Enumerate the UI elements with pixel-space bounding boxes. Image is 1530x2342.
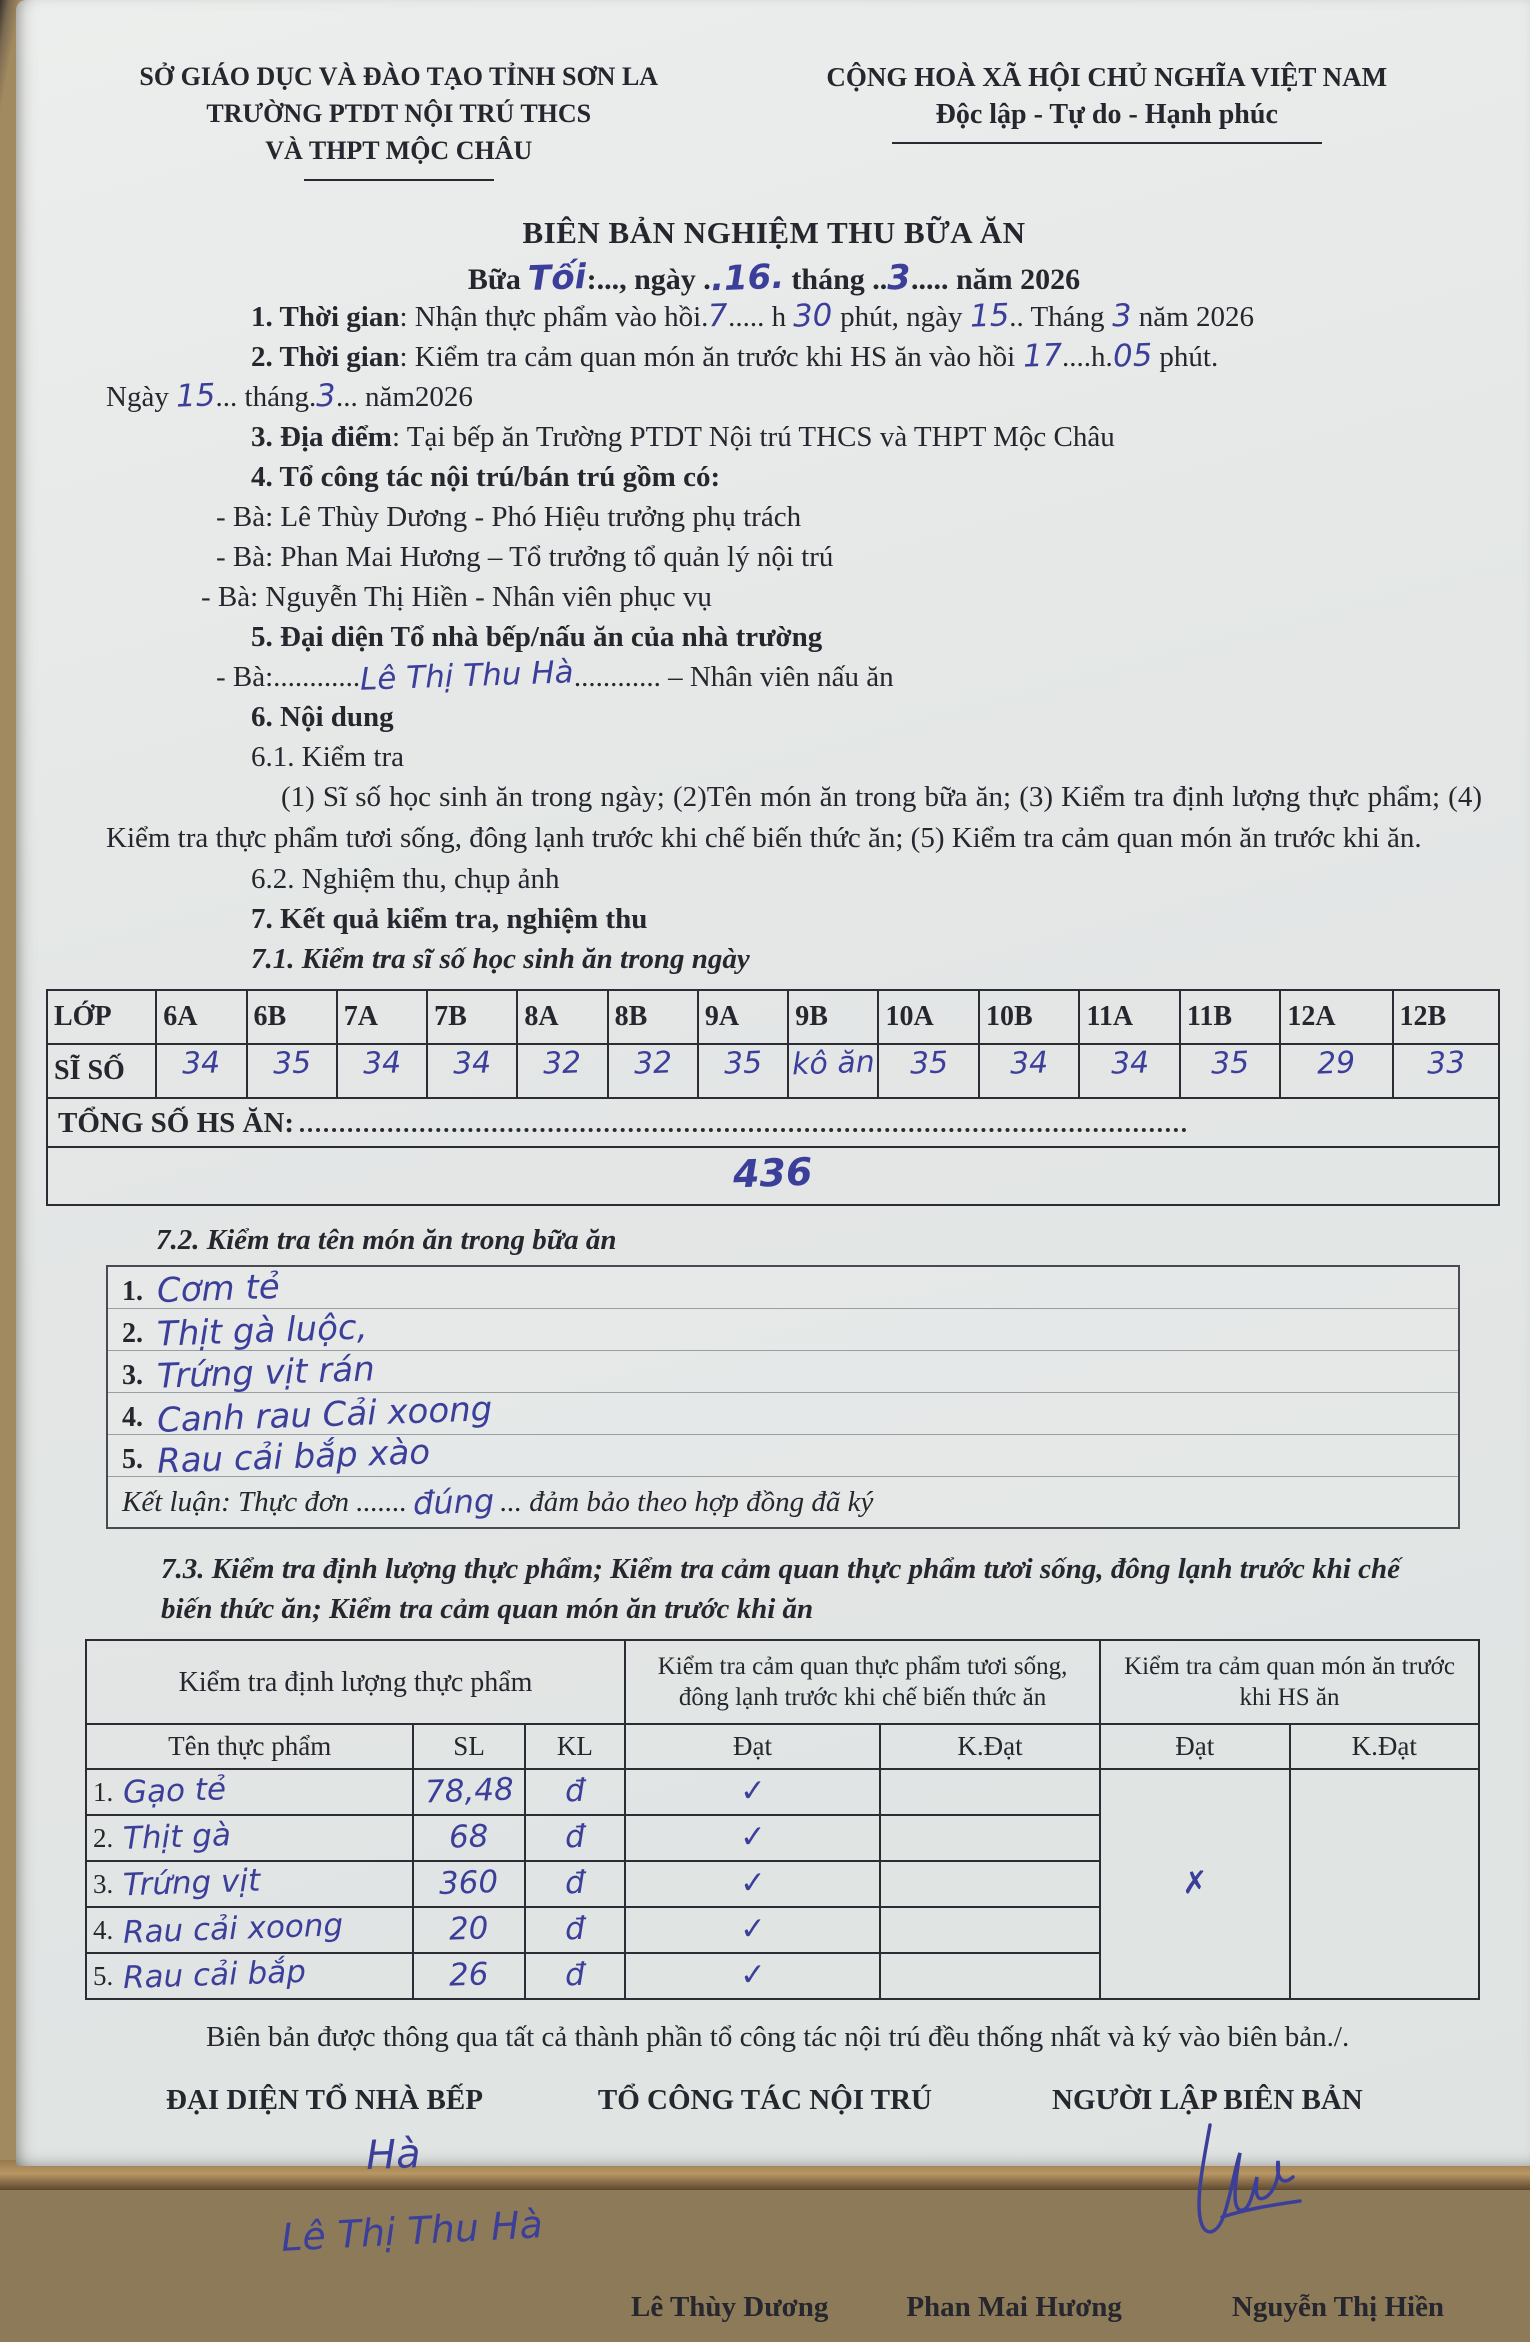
siso-value: 34	[337, 1044, 427, 1098]
item-4-committee: 4. Tổ công tác nội trú/bán trú gồm có:	[251, 461, 721, 493]
meal-date-line: Bữa Tối:..., ngày ..16. tháng ..3..... năm 2026	[467, 256, 1081, 300]
sub-header-row: Tên thực phẩm SL KL Đạt K.Đạt Đạt K.Đạt	[86, 1724, 1479, 1769]
org-line-3: VÀ THPT MỘC CHÂU	[265, 136, 533, 165]
fresh-kdat-cell	[880, 1861, 1100, 1907]
sl-value: 26	[448, 1956, 490, 1994]
sl-value: 20	[448, 1910, 490, 1948]
document-page	[16, 0, 1530, 2323]
siso-value: 34	[156, 1044, 246, 1098]
food-name: Rau cải xoong	[122, 1907, 344, 1951]
food-name: Rau cải bắp	[122, 1953, 307, 1997]
siso-value: kô ăn	[788, 1044, 878, 1098]
sig-heading-kitchen: ĐẠI DIỆN TỔ NHÀ BẾP	[166, 2084, 483, 2116]
dotted-leader	[300, 1128, 1187, 1132]
sl-value: 68	[448, 1818, 490, 1856]
total-row	[47, 1098, 1499, 1205]
siso-value: 32	[517, 1044, 607, 1098]
sig-heading-committee: TỔ CÔNG TÁC NỘI TRÚ	[597, 2084, 933, 2116]
dish-name: Thịt gà luộc,	[156, 1307, 369, 1355]
committee-member-1: - Bà: Lê Thùy Dương - Phó Hiệu trưởng phụ trách	[216, 501, 802, 533]
kitchen-rep-name: - Bà:............Lê Thị Thu Hà............ – Nhân viên nấu ăn	[216, 654, 894, 698]
meal-dat-cell	[1100, 1769, 1289, 1999]
check-items-paragraph: (1) Sĩ số học sinh ăn trong ngày; (2)Tên món ăn trong bữa ăn; (3) Kiểm tra định lượng thực phẩm; (4) Kiểm tra thực phẩm tươi sống, đông lạnh trước khi chế biến thức ăn; (5) Kiểm tra cảm quan món ăn trước khi ăn.	[106, 781, 1482, 854]
food-name: Gạo tẻ	[122, 1771, 227, 1811]
meal-kdat-cell	[1290, 1769, 1480, 1999]
group-fresh-header: Kiểm tra cảm quan thực phẩm tươi sống, đông lạnh trước khi chế biến thức ăn	[625, 1640, 1100, 1724]
siso-value: 35	[247, 1044, 337, 1098]
class-header: 12A	[1280, 990, 1392, 1044]
class-header: 7B	[427, 990, 517, 1044]
signature-headings	[166, 2084, 1482, 2117]
printed-names-row	[631, 2291, 1482, 2324]
menu-item-1: 1. Cơm tẻ	[108, 1267, 1458, 1309]
class-header-row	[47, 990, 1499, 1044]
item-6-content: 6. Nội dung	[251, 701, 394, 733]
class-header: 10A	[878, 990, 978, 1044]
country-line: CỘNG HOÀ XÃ HỘI CHỦ NGHĨA VIỆT NAM	[826, 62, 1388, 92]
fresh-check-mark: ✓	[738, 1818, 767, 1856]
siso-value: 35	[698, 1044, 788, 1098]
kl-value: đ	[564, 1956, 586, 1994]
class-header: 11B	[1180, 990, 1280, 1044]
food-row-2: 2. Thịt gà 68 đ ✓	[86, 1815, 1479, 1861]
group-header-row	[86, 1640, 1479, 1724]
motto-line: Độc lập - Tự do - Hạnh phúc	[935, 99, 1278, 130]
class-header: 6A	[156, 990, 246, 1044]
dish-name: Rau cải bắp xào	[156, 1432, 431, 1482]
org-line-1: SỞ GIÁO DỤC VÀ ĐÀO TẠO TỈNH SƠN LA	[139, 62, 659, 91]
menu-item-2: 2. Thịt gà luộc,	[108, 1309, 1458, 1351]
org-line-2: TRƯỜNG PTDT NỘI TRÚ THCS	[206, 99, 592, 128]
fresh-kdat-cell	[880, 1907, 1100, 1953]
corner-cell: LỚP	[47, 990, 156, 1044]
siso-value: 35	[1180, 1044, 1280, 1098]
menu-item-3: 3. Trứng vịt rán	[108, 1351, 1458, 1393]
item-6-1-check: 6.1. Kiểm tra	[251, 741, 405, 773]
class-header: 8B	[608, 990, 698, 1044]
item-5-kitchen-rep: 5. Đại diện Tổ nhà bếp/nấu ăn của nhà trường	[251, 621, 823, 653]
signature-zone	[66, 2117, 1482, 2342]
class-size-table	[46, 989, 1500, 1206]
closing-paragraph: Biên bản được thông qua tất cả thành phần tổ công tác nội trú đều thống nhất và ký vào biên bản./.	[206, 2021, 1350, 2053]
siso-label: SĨ SỐ	[47, 1044, 156, 1098]
food-row-3: 3. Trứng vịt 360 đ ✓	[86, 1861, 1479, 1907]
committee-member-3: - Bà: Nguyễn Thị Hiền - Nhân viên phục vụ	[201, 581, 712, 613]
printed-name-duong: Lê Thùy Dương	[631, 2291, 829, 2323]
total-label: TỔNG SỐ HS ĂN:	[58, 1107, 295, 1139]
siso-value: 33	[1393, 1044, 1499, 1098]
class-header: 11A	[1079, 990, 1179, 1044]
kl-value: đ	[564, 1910, 586, 1948]
kl-value: đ	[564, 1818, 586, 1856]
menu-item-5: 5. Rau cải bắp xào	[108, 1435, 1458, 1477]
fresh-check-mark: ✓	[738, 1956, 767, 1994]
dish-name: Trứng vịt rán	[156, 1349, 376, 1397]
item-2-date: Ngày 15... tháng.3... năm2026	[106, 377, 473, 415]
fresh-kdat-cell	[880, 1815, 1100, 1861]
siso-value: 29	[1280, 1044, 1392, 1098]
fresh-check-mark: ✓	[738, 1864, 767, 1902]
dish-name: Canh rau Cải xoong	[156, 1389, 493, 1441]
printed-name-hien: Nguyễn Thị Hiền	[1231, 2291, 1445, 2323]
menu-list-box	[106, 1265, 1460, 1529]
class-header: 7A	[337, 990, 427, 1044]
class-header: 9B	[788, 990, 878, 1044]
siso-value: 34	[1079, 1044, 1179, 1098]
food-row-4: 4. Rau cải xoong 20 đ ✓	[86, 1907, 1479, 1953]
item-2-time-checked: 2. Thời gian: Kiểm tra cảm quan món ăn trước khi HS ăn vào hồi 17....h.05 phút.	[251, 337, 1219, 375]
class-header: 12B	[1393, 990, 1499, 1044]
kl-value: đ	[564, 1772, 586, 1810]
class-header: 9A	[698, 990, 788, 1044]
meal-check-mark: ✗	[1181, 1864, 1209, 1902]
section-7-3-heading: 7.3. Kiểm tra định lượng thực phẩm; Kiểm tra cảm quan thực phẩm tươi sống, đông lạnh trước khi chế biến thức ăn; Kiểm tra cảm quan món ăn trước khi ăn	[161, 1553, 1400, 1625]
committee-member-2: - Bà: Phan Mai Hương – Tổ trưởng tổ quản lý nội trú	[216, 541, 834, 573]
fresh-kdat-cell	[880, 1769, 1100, 1815]
item-7-results: 7. Kết quả kiểm tra, nghiệm thu	[251, 903, 648, 935]
quantity-check-table	[85, 1639, 1480, 2000]
food-name: Thịt gà	[122, 1817, 232, 1857]
siso-value: 34	[979, 1044, 1079, 1098]
motto-underline	[892, 142, 1322, 144]
section-7-2-heading: 7.2. Kiểm tra tên món ăn trong bữa ăn	[156, 1224, 617, 1256]
national-motto-block	[732, 58, 1482, 181]
class-header: 8A	[517, 990, 607, 1044]
food-row-5: 5. Rau cải bắp 26 đ ✓	[86, 1953, 1479, 1999]
item-1-time-received: 1. Thời gian: Nhận thực phẩm vào hồi.7..... h 30 phút, ngày 15.. Tháng 3 năm 2026	[251, 297, 1254, 335]
menu-item-4: 4. Canh rau Cải xoong	[108, 1393, 1458, 1435]
dish-name: Cơm tẻ	[156, 1266, 281, 1312]
sig-heading-recorder: NGƯỜI LẬP BIÊN BẢN	[1052, 2084, 1363, 2116]
kl-value: đ	[564, 1864, 586, 1902]
fresh-check-mark: ✓	[738, 1772, 767, 1810]
siso-value: 35	[878, 1044, 978, 1098]
food-name: Trứng vịt	[122, 1862, 262, 1904]
signature-le-thi-thu-ha: Lê Thị Thu Hà	[280, 2202, 544, 2260]
sl-value: 360	[438, 1863, 500, 1903]
document-header	[66, 58, 1482, 181]
fresh-kdat-cell	[880, 1953, 1100, 1999]
siso-value: 32	[608, 1044, 698, 1098]
food-row-1: 1. Gạo tẻ 78,48 đ ✓ ✗	[86, 1769, 1479, 1815]
sl-value: 78,48	[424, 1771, 515, 1811]
class-header: 10B	[979, 990, 1079, 1044]
item-7-1-heading: 7.1. Kiểm tra sĩ số học sinh ăn trong ngày	[251, 943, 750, 975]
item-6-2-acceptance: 6.2. Nghiệm thu, chụp ảnh	[251, 863, 560, 895]
total-value: 436	[732, 1149, 814, 1197]
class-size-row	[47, 1044, 1499, 1098]
signature-ha: Hà	[365, 2131, 422, 2179]
group-meal-header: Kiểm tra cảm quan món ăn trước khi HS ăn	[1100, 1640, 1479, 1724]
issuing-org-block	[66, 58, 732, 181]
org-underline	[304, 179, 494, 181]
group-quantity-header: Kiểm tra định lượng thực phẩm	[86, 1640, 625, 1724]
menu-conclusion: Kết luận: Thực đơn ....... đúng ... đảm bảo theo hợp đồng đã ký	[122, 1481, 874, 1523]
class-header: 6B	[247, 990, 337, 1044]
page-title: BIÊN BẢN NGHIỆM THU BỮA ĂN	[522, 215, 1026, 250]
total-value-line	[48, 1148, 1498, 1204]
item-3-location: 3. Địa điểm: Tại bếp ăn Trường PTDT Nội trú THCS và THPT Mộc Châu	[251, 421, 1115, 453]
total-label-line	[48, 1099, 1498, 1148]
printed-name-huong: Phan Mai Hương	[906, 2291, 1122, 2323]
signature-scribble	[1192, 2117, 1322, 2257]
siso-value: 34	[427, 1044, 517, 1098]
fresh-check-mark: ✓	[738, 1910, 767, 1948]
